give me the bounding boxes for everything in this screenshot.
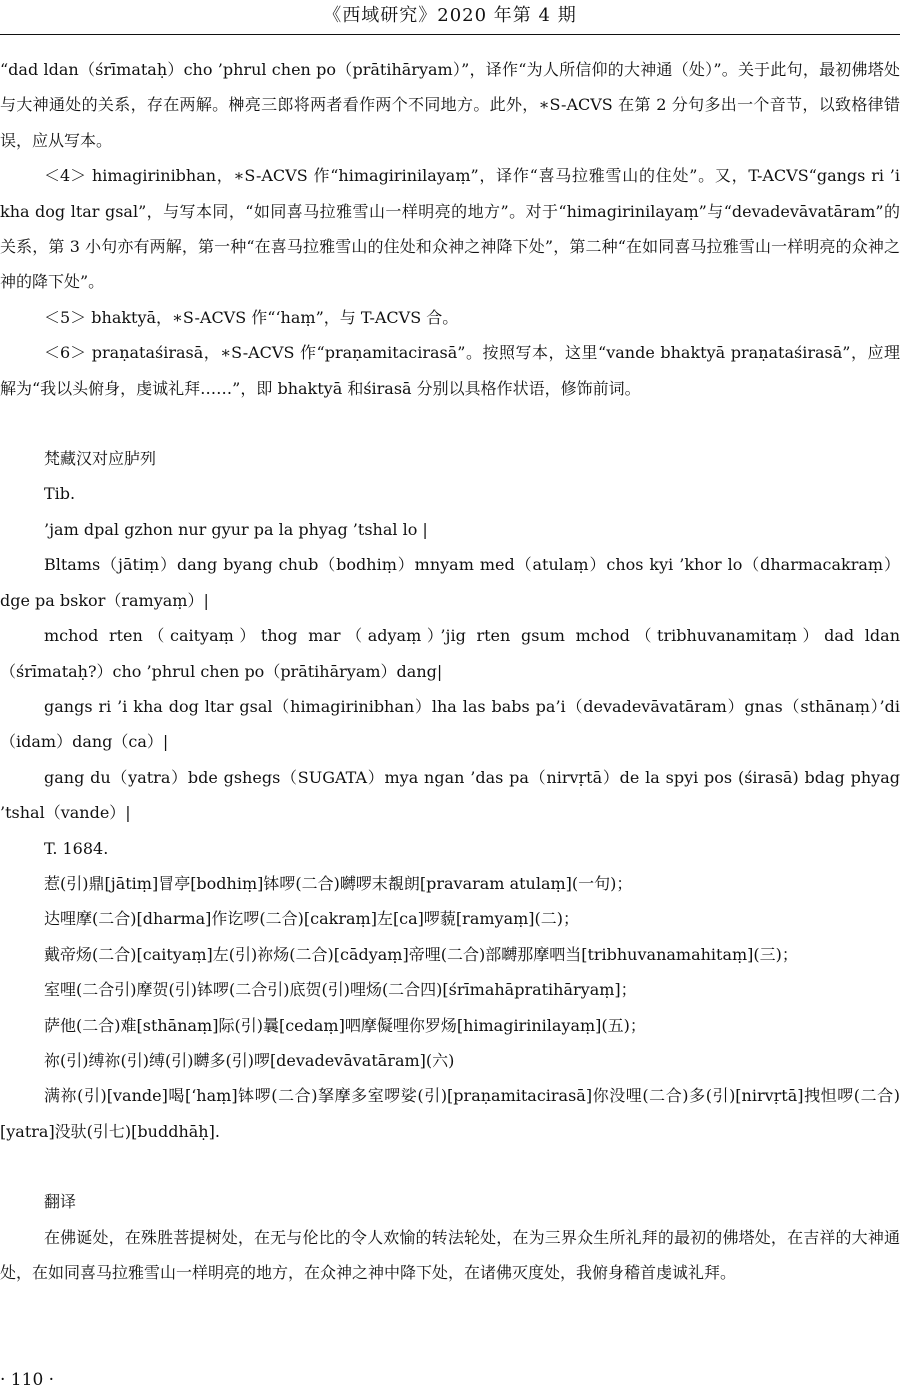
translation-section [0, 1184, 900, 1290]
tibetan-line: mchod rten（caityaṃ）thog mar（adyaṃ）’jig rten gsum mchod（tribhuvanamitaṃ）dad ldan（śrīmataḥ?）cho ’phrul chen po（prātihāryam）dang| [0, 626, 900, 681]
tibetan-line: gang du（yatra）bde gshegs（SUGATA）mya ngan ’das pa（nirvṛtā）de la spyi pos (śirasā) bdag phyag ’tshal（vande）| [0, 767, 900, 823]
note-paragraph-4: ＜4＞ himagirinibhan，∗S-ACVS 作“himagirinilayaṃ”，译作“喜马拉雅雪山的住处”。又，T-ACVS“gangs ri ’i kha dog ltar gsal”，与写本同，“如同喜马拉雅雪山一样明亮的地方”。对于“himagirinilayaṃ”与“devadevāvatāram”的关系，第 3 小句亦有两解，第一种“在喜马拉雅雪山的住处和众神之神降下处”，第二种“在如同喜马拉雅雪山一样明亮的众神之神的降下处”。 [0, 166, 900, 292]
chinese-transcription-line: 祢(引)缚祢(引)缚(引)嚩多(引)啰[devadevāvatāram](六) [44, 1050, 455, 1070]
chinese-transcription-line: 戴帝炀(二合)[caityaṃ]左(引)祢炀(二合)[cādyaṃ]帝哩(二合)部嚩那摩呬当[tribhuvanamahitaṃ](三)； [44, 944, 798, 964]
section-heading-concordance: 梵藏汉对应胪列 [44, 449, 157, 469]
chinese-transcription-line: 萨他(二合)难[sthānaṃ]际(引)曩[cedaṃ]呬摩儗哩你罗炀[himagirinilayaṃ](五)； [44, 1015, 646, 1035]
tibetan-label: Tib. [44, 484, 76, 504]
tibetan-line: ’jam dpal gzhon nur gyur pa la phyag ’tshal lo | [44, 519, 428, 539]
translation-paragraph: 在佛诞处，在殊胜菩提树处，在无与伦比的令人欢愉的转法轮处，在为三界众生所礼拜的最初的佛塔处，在吉祥的大神通处，在如同喜马拉雅雪山一样明亮的地方，在众神之神中降下处，在诸佛灭度处，我俯身稽首虔诚礼拜。 [0, 1227, 900, 1282]
note-paragraph-5: ＜5＞ bhaktyā，∗S-ACVS 作“‘haṃ”，与 T-ACVS 合。 [44, 307, 459, 327]
taisho-label: T. 1684. [44, 838, 109, 858]
note-paragraph-3: “dad ldan（śrīmataḥ）cho ’phrul chen po（prātihāryam）”，译作“为人所信仰的大神通（处）”。关于此句，最初佛塔处与大神通处的关系，存在两解。榊亮三郎将两者看作两个不同地方。此外，∗S-ACVS 在第 2 分句多出一个音节，以致格律错误，应从写本。 [0, 60, 900, 150]
running-header: 《西域研究》2020 年第 4 期 [323, 5, 577, 26]
note-paragraph-6: ＜6＞ praṇataśirasā，∗S-ACVS 作“praṇamitacirasā”。按照写本，这里“vande bhaktyā praṇataśirasā”，应理解为“我以头俯身，虔诚礼拜……”，即 bhaktyā 和śirasā 分别以具格作状语，修饰前词。 [0, 343, 900, 398]
tibetan-line: Bltams（jātiṃ）dang byang chub（bodhiṃ）mnyam med（atulaṃ）chos kyi ’khor lo（dharmacakraṃ）dge pa bskor（ramyaṃ）| [0, 555, 900, 610]
chinese-transcription-line: 达哩摩(二合)[dharma]作讫啰(二合)[cakraṃ]左[ca]啰藐[ramyaṃ](二)； [44, 909, 580, 929]
concordance-section [0, 441, 900, 1149]
chinese-transcription-line: 惹(引)鼎[jātiṃ]冒亭[bodhiṃ]钵啰(二合)嚩啰末覩朗[pravaram atulaṃ](一句)； [44, 873, 633, 893]
page-body [0, 52, 900, 1290]
section-heading-translation: 翻译 [44, 1192, 77, 1212]
chinese-transcription-line: 满祢(引)[vande]喝[‘haṃ]钵啰(二合)拏摩多室啰娑(引)[praṇamitacirasā]你没哩(二合)多(引)[nirvṛtā]拽怛啰(二合)[yatra]没驮(引七)[buddhāḥ]. [0, 1086, 900, 1141]
tibetan-line: gangs ri ’i kha dog ltar gsal（himagirinibhan）lha las babs pa’i（devadevāvatāram）gnas（sthānaṃ）’di（idam）dang（ca）| [0, 696, 900, 752]
chinese-transcription-line: 室哩(二合引)摩贺(引)钵啰(二合引)底贺(引)哩炀(二合四)[śrīmahāpratihāryaṃ]； [44, 980, 637, 1000]
page-number: · 110 · [0, 1370, 55, 1390]
header-rule [0, 34, 900, 35]
